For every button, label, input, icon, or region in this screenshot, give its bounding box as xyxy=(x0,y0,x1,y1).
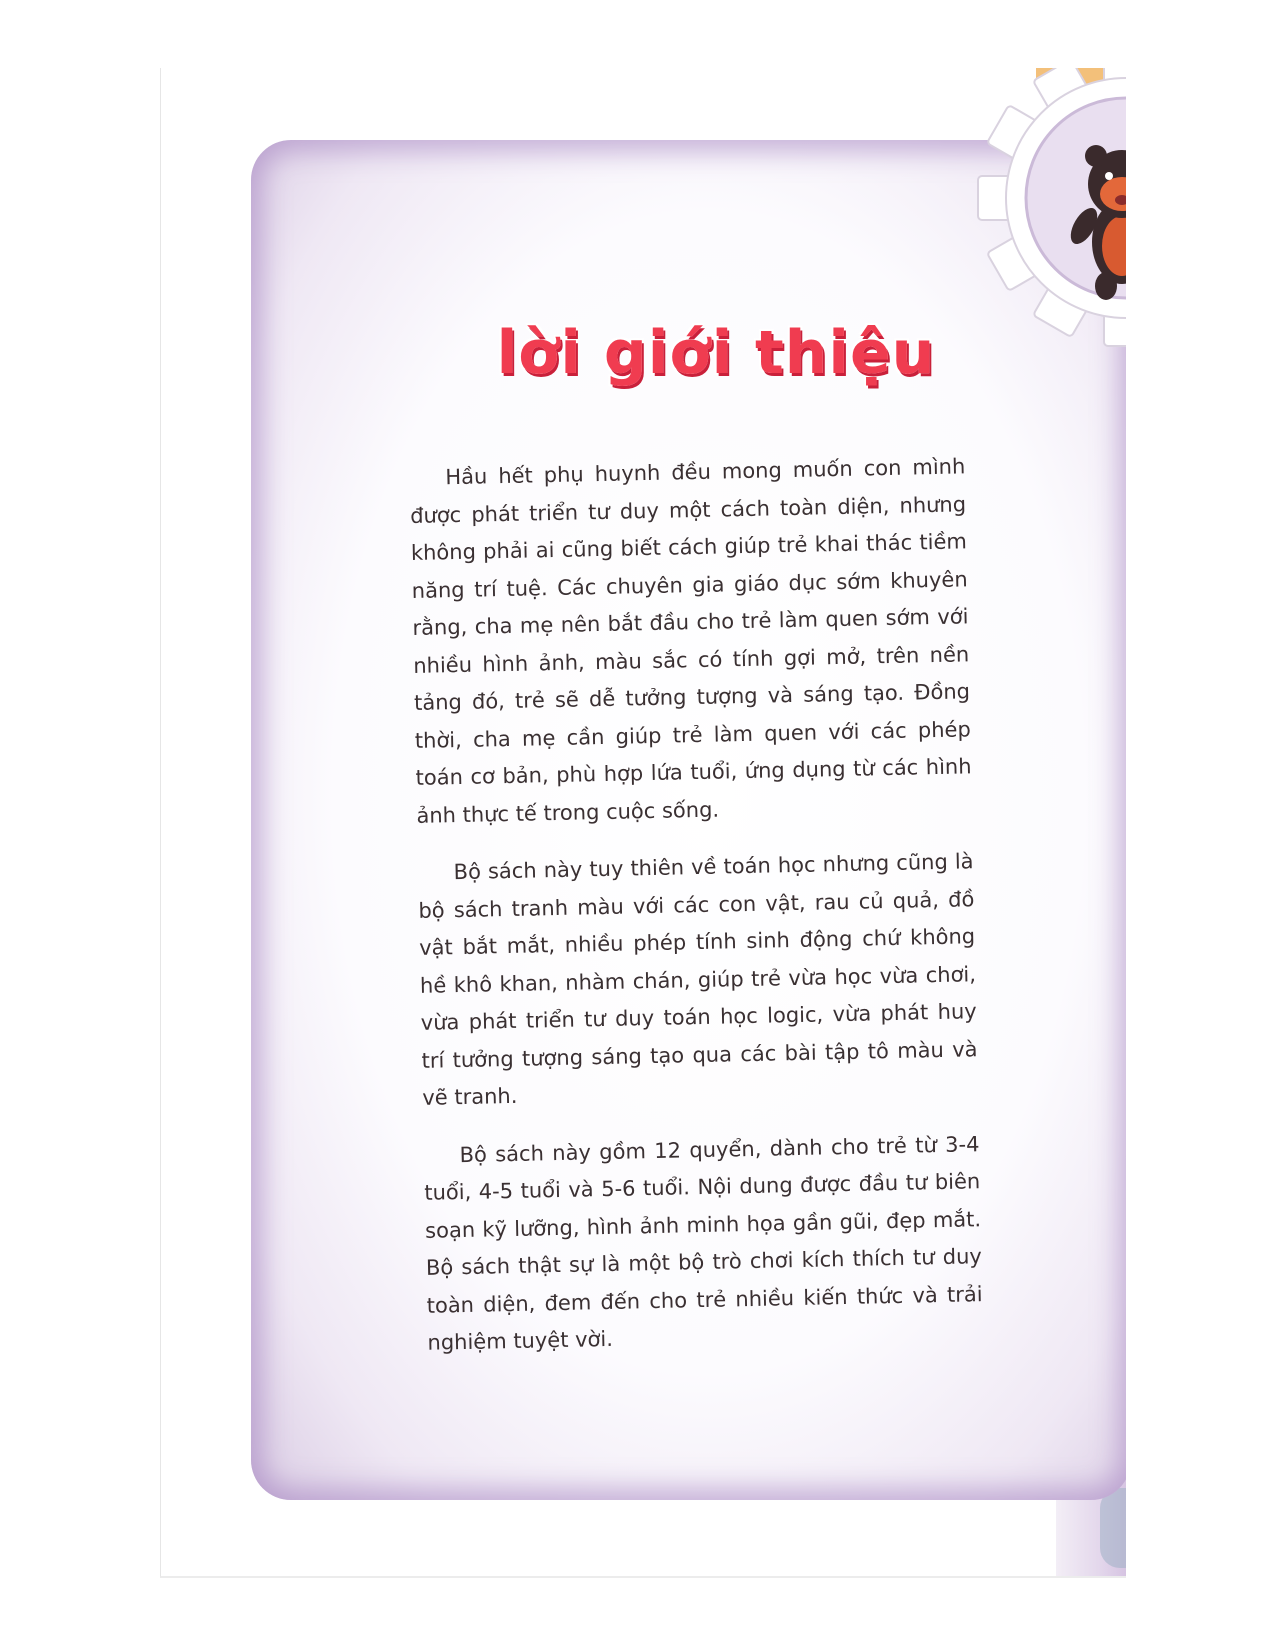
book-page xyxy=(160,68,1126,1578)
edge-decoration xyxy=(1100,1488,1126,1568)
paragraph: Bộ sách này gồm 12 quyển, dành cho trẻ từ 3-4 tuổi, 4-5 tuổi và 5-6 tuổi. Nội dung được đầu tư biên soạn kỹ lưỡng, hình ảnh minh họa gần gũi, đẹp mắt. Bộ sách thật sự là một bộ trò chơi kích thích tư duy toàn diện, đem đến cho trẻ nhiều kiến thức và trải nghiệm tuyệt vời. xyxy=(424,1131,983,1355)
page-title: lời giới thiệu xyxy=(496,318,936,388)
intro-body xyxy=(409,448,984,1382)
paragraph: Hầu hết phụ huynh đều mong muốn con mình được phát triển tư duy một cách toàn diện, nhưng không phải ai cũng biết cách giúp trẻ khai thác tiềm năng trí tuệ. Các chuyên gia giáo dục sớm khuyên rằng, cha mẹ nên bắt đầu cho trẻ làm quen sớm với nhiều hình ảnh, màu sắc có tính gợi mở, trên nền tảng đó, trẻ sẽ dễ tưởng tượng và sáng tạo. Đồng thời, cha mẹ cần giúp trẻ làm quen với các phép toán cơ bản, phù hợp lứa tuổi, ứng dụng từ các hình ảnh thực tế trong cuộc sống. xyxy=(409,454,972,828)
paragraph: Bộ sách này tuy thiên về toán học nhưng cũng là bộ sách tranh màu với các con vật, rau củ quả, đồ vật bắt mắt, nhiều phép tính sinh động chứ không hề khô khan, nhàm chán, giúp trẻ vừa học vừa chơi, vừa phát triển tư duy toán học logic, vừa phát huy trí tưởng tượng sáng tạo qua các bài tập tô màu và vẽ tranh. xyxy=(418,849,978,1110)
bear-in-gear-icon xyxy=(961,68,1126,388)
